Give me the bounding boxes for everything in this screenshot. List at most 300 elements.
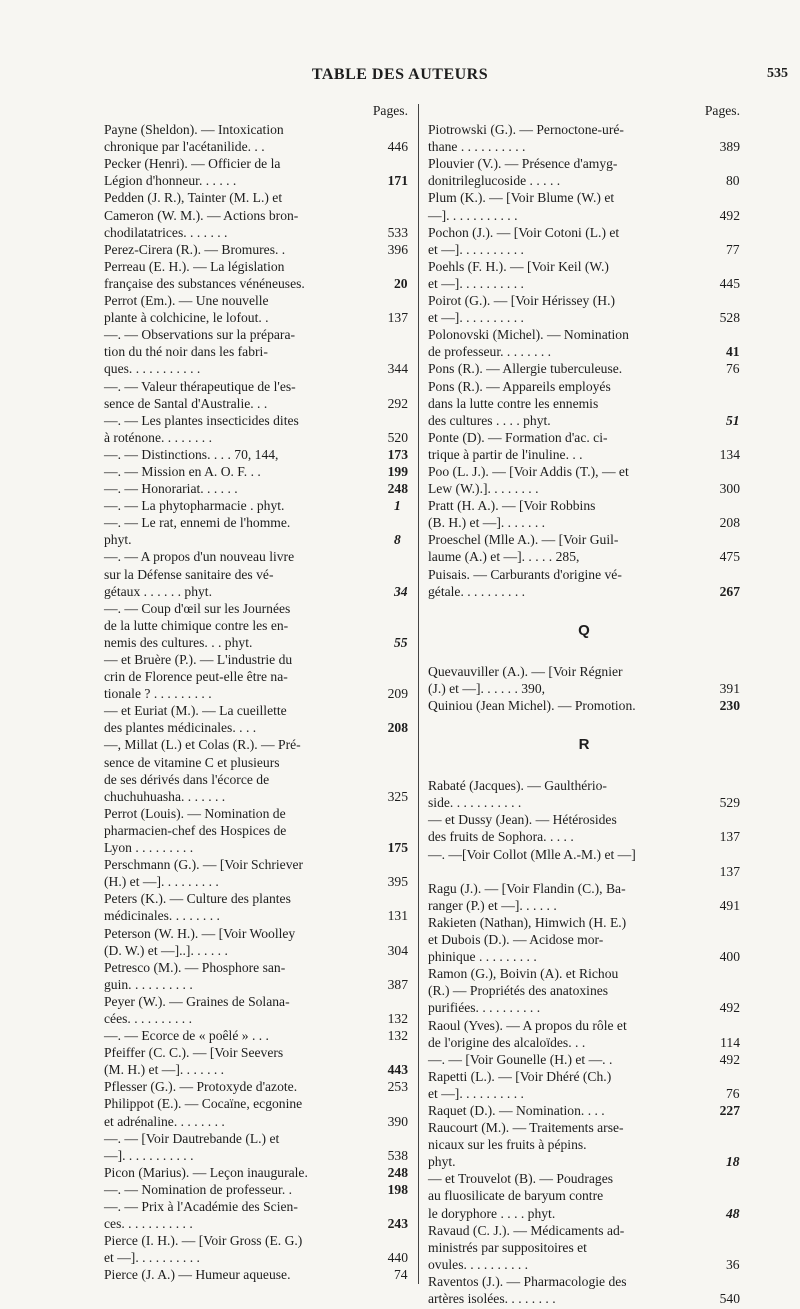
entry-page-number: 520 <box>387 429 408 445</box>
entry-page-number: 41 <box>726 344 740 360</box>
index-entry <box>428 1273 740 1307</box>
entry-text: des fruits de Sophora. . . . . <box>428 829 574 845</box>
entry-page-number: 171 <box>387 173 408 189</box>
index-entry <box>104 651 408 702</box>
entry-line: Puisais. — Carburants d'origine vé- <box>428 566 622 582</box>
entry-page-number: 131 <box>387 908 408 924</box>
entry-text: Raquet (D.). — Nomination. . . . <box>428 1102 605 1118</box>
entry-page-number: 243 <box>387 1216 408 1232</box>
entry-text: Quiniou (Jean Michel). — Promotion. <box>428 698 636 713</box>
entry-page-number: 395 <box>387 874 408 890</box>
entry-text: tionale ? . . . . . . . . . <box>104 686 212 702</box>
entry-page-number: 132 <box>387 1028 408 1044</box>
index-entry <box>104 548 408 599</box>
entry-line <box>104 480 408 497</box>
index-entry <box>428 531 740 565</box>
entry-page-number: 55 <box>394 634 408 650</box>
entry-line: Perrot (Em.). — Une nouvelle <box>104 293 269 309</box>
entry-line: Rapetti (L.). — [Voir Dhéré (Ch.) <box>428 1068 612 1084</box>
entry-text: chuchuhuasha. . . . . . . <box>104 788 226 804</box>
index-entry <box>428 360 740 377</box>
entry-line: crin de Florence peut-elle être na- <box>104 669 288 685</box>
entry-page-number: 396 <box>387 241 408 257</box>
entry-text: ranger (P.) et —]. . . . . . <box>428 897 557 913</box>
entry-page-number: 80 <box>726 173 740 189</box>
index-entry <box>104 890 408 924</box>
entry-page-number: 18 <box>726 1154 740 1170</box>
left-column <box>104 102 408 1283</box>
entry-line <box>428 275 740 292</box>
entry-line <box>104 224 408 241</box>
entry-page-number: 387 <box>387 976 408 992</box>
entry-line <box>428 309 740 326</box>
entry-line <box>104 1027 408 1044</box>
entry-text: donitrileglucoside . . . . . <box>428 173 561 189</box>
entry-line: nicaux sur les fruits à pépins. <box>428 1137 587 1153</box>
entry-text: de professeur. . . . . . . . <box>428 344 552 360</box>
entry-line <box>442 863 740 880</box>
entry-page-number: 391 <box>719 680 740 696</box>
index-entry <box>104 1266 408 1283</box>
entry-line <box>428 138 740 155</box>
entry-page-number: 77 <box>726 241 740 257</box>
entry-line <box>104 1266 408 1283</box>
entry-line: Ravaud (C. J.). — Médicaments ad- <box>428 1222 625 1238</box>
entry-page-number: 173 <box>387 446 408 462</box>
entry-text: et —]. . . . . . . . . . <box>428 275 524 291</box>
entry-page-number: 198 <box>387 1181 408 1197</box>
index-entry <box>104 1095 408 1129</box>
entry-line: Ragu (J.). — [Voir Flandin (C.), Ba- <box>428 880 626 896</box>
entry-line <box>104 1010 408 1027</box>
entry-page-number: 528 <box>719 310 740 326</box>
entry-line <box>428 1051 740 1068</box>
index-entry <box>428 697 740 714</box>
entry-line: — et Trouvelot (B). — Poudrages <box>428 1171 614 1187</box>
index-entry <box>104 241 408 258</box>
entry-line: Plum (K.). — [Voir Blume (W.) et <box>428 190 615 206</box>
entry-page-number: 492 <box>719 207 740 223</box>
index-entry <box>428 463 740 497</box>
entry-line <box>428 697 740 714</box>
index-entry <box>104 805 408 856</box>
entry-page-number: 492 <box>719 1051 740 1067</box>
entry-text: Lew (W.).]. . . . . . . . <box>428 481 539 497</box>
entry-text: (J.) et —]. . . . . . 390, <box>428 680 546 696</box>
entry-text: Picon (Marius). — Leçon inaugurale. <box>104 1164 308 1180</box>
entry-line <box>428 1034 740 1051</box>
entry-line: au fluosilicate de baryum contre <box>428 1188 604 1204</box>
right-column <box>428 102 740 1307</box>
index-entry <box>428 497 740 531</box>
entry-line <box>104 1078 408 1095</box>
entry-line <box>428 948 740 965</box>
entry-text: (H.) et —]. . . . . . . . . <box>104 874 219 890</box>
index-entry <box>428 1017 740 1051</box>
entry-text: des cultures . . . . phyt. <box>428 412 551 428</box>
entry-line: et Dubois (D.). — Acidose mor- <box>428 932 604 948</box>
entry-line <box>428 794 740 811</box>
entry-text: phyt. <box>428 1154 456 1170</box>
index-entry <box>428 429 740 463</box>
entry-page-number: 446 <box>387 139 408 155</box>
entry-line <box>104 788 408 805</box>
entry-line: pharmacien-chef des Hospices de <box>104 822 287 838</box>
entry-line: Pons (R.). — Appareils employés <box>428 378 611 394</box>
entry-page-number: 208 <box>387 720 408 736</box>
entry-line <box>428 1085 740 1102</box>
entry-text: —. — La phytopharmacie . phyt. <box>104 498 285 514</box>
entry-text: (B. H.) et —]. . . . . . . <box>428 515 546 531</box>
entry-line <box>104 1061 408 1078</box>
entry-page-number: 491 <box>719 897 740 913</box>
entry-line <box>104 1181 408 1198</box>
entry-text: sence de Santal d'Australie. . . <box>104 395 268 411</box>
entry-line: —. — Valeur thérapeutique de l'es- <box>104 378 296 394</box>
entry-line <box>104 395 408 412</box>
entry-text: —]. . . . . . . . . . . <box>104 1147 194 1163</box>
entry-page-number: 248 <box>387 1164 408 1180</box>
entry-line: —. — Prix à l'Académie des Scien- <box>104 1199 298 1214</box>
entry-text: guin. . . . . . . . . . <box>104 976 193 992</box>
entry-page-number: 209 <box>387 686 408 702</box>
index-entry <box>104 959 408 993</box>
index-entry <box>104 736 408 804</box>
entry-line <box>104 463 408 480</box>
entry-line <box>104 138 408 155</box>
entry-page-number: 492 <box>719 1000 740 1016</box>
entry-page-number: 533 <box>387 224 408 240</box>
entry-text: phyt. <box>104 532 132 548</box>
entry-text: plante à colchicine, le lofout. . <box>104 310 269 326</box>
entry-page-number: 137 <box>719 863 740 879</box>
index-entry <box>428 326 740 360</box>
entry-line: Plouvier (V.). — Présence d'amyg- <box>428 156 618 172</box>
entry-line: Perreau (E. H.). — La législation <box>104 258 285 274</box>
index-entry <box>428 155 740 189</box>
entry-page-number: 253 <box>387 1079 408 1095</box>
column-divider <box>418 104 419 1284</box>
entry-text: artères isolées. . . . . . . . <box>428 1291 556 1306</box>
index-entry <box>104 463 408 480</box>
entry-line <box>428 897 740 914</box>
entry-line <box>104 583 408 600</box>
right-entries <box>428 121 740 1307</box>
entry-page-number: 199 <box>387 463 408 479</box>
index-entry <box>104 1044 408 1078</box>
entry-page-number: 51 <box>726 412 740 428</box>
entry-line <box>428 241 740 258</box>
entry-page-number: 132 <box>387 1010 408 1026</box>
entry-page-number: 137 <box>719 829 740 845</box>
section-letter: R <box>578 736 590 754</box>
entry-page-number: 134 <box>719 446 740 462</box>
index-entry <box>104 446 408 463</box>
index-entry <box>428 566 740 600</box>
entry-text: à roténone. . . . . . . . <box>104 429 212 445</box>
index-entry <box>104 1232 408 1266</box>
entry-page-number: 443 <box>387 1062 408 1078</box>
entry-page-number: 292 <box>387 395 408 411</box>
entry-line: Peterson (W. H.). — [Voir Woolley <box>104 925 296 941</box>
entry-line <box>428 360 740 377</box>
entry-text: —. — Mission en A. O. F. . . <box>104 463 261 479</box>
entry-line: Ramon (G.), Boivin (A). et Richou <box>428 966 619 982</box>
index-entry <box>104 1027 408 1044</box>
index-entry <box>428 811 740 845</box>
entry-line <box>104 1164 408 1181</box>
pages-label: Pages. <box>372 103 408 118</box>
index-entry <box>428 189 740 223</box>
entry-line: —, Millat (L.) et Colas (R.). — Pré- <box>104 737 301 753</box>
entry-line <box>428 548 740 565</box>
entry-page-number: 230 <box>719 698 740 713</box>
entry-line: Cameron (W. M.). — Actions bron- <box>104 207 299 223</box>
entry-text: —. — Distinctions. . . . 70, 144, <box>104 446 279 462</box>
entry-text: Pierce (J. A.) — Humeur aqueuse. <box>104 1267 291 1283</box>
entry-line: — et Euriat (M.). — La cueillette <box>104 703 287 719</box>
entry-line <box>428 207 740 224</box>
entry-text: Pflesser (G.). — Protoxyde d'azote. <box>104 1079 298 1095</box>
entry-line <box>104 275 408 292</box>
entry-line: —. — Les plantes insecticides dites <box>104 412 299 428</box>
index-entry <box>104 121 408 155</box>
entry-text: side. . . . . . . . . . . <box>428 795 522 811</box>
entry-line: —. — Le rat, ennemi de l'homme. <box>104 515 291 531</box>
index-entry <box>428 1051 740 1068</box>
entry-line: sence de vitamine C et plusieurs <box>104 754 280 770</box>
entry-text: Perez-Cirera (R.). — Bromures. . <box>104 241 286 257</box>
entry-line: Polonovski (Michel). — Nomination <box>428 327 629 343</box>
entry-page-number: 48 <box>726 1205 740 1221</box>
index-entry <box>428 258 740 292</box>
entry-page-number: 540 <box>719 1291 740 1306</box>
entry-line: Quevauviller (A.). — [Voir Régnier <box>428 663 623 679</box>
entry-line <box>104 839 408 856</box>
entry-page-number: 20 <box>394 275 408 291</box>
entry-line: Peters (K.). — Culture des plantes <box>104 891 291 907</box>
index-entry <box>104 993 408 1027</box>
entry-line: Pecker (Henri). — Officier de la <box>104 156 281 172</box>
entry-page-number: 1 <box>394 498 401 514</box>
entry-line: Piotrowski (G.). — Pernoctone-uré- <box>428 122 624 138</box>
entry-text: et —]. . . . . . . . . . <box>104 1250 200 1266</box>
entry-text: thane . . . . . . . . . . <box>428 139 526 155</box>
entry-page-number: 8 <box>394 532 401 548</box>
entry-line <box>104 873 408 890</box>
entry-line: Raoul (Yves). — A propos du rôle et <box>428 1017 627 1033</box>
entry-text: —. — Honorariat. . . . . . <box>104 481 238 497</box>
entry-text: et —]. . . . . . . . . . <box>428 1085 524 1101</box>
entry-page-number: 76 <box>726 1085 740 1101</box>
entry-line <box>428 1205 740 1222</box>
entry-page-number: 304 <box>387 942 408 958</box>
entry-line <box>104 942 408 959</box>
index-entry <box>104 189 408 240</box>
index-entry <box>104 1181 408 1198</box>
index-entry <box>428 846 740 880</box>
entry-line <box>104 497 408 514</box>
entry-page-number: 76 <box>726 361 740 377</box>
entry-line <box>428 680 740 697</box>
running-title: TABLE DES AUTEURS <box>311 66 489 83</box>
entry-line: tion du thé noir dans les fabri- <box>104 344 268 360</box>
entry-line <box>104 907 408 924</box>
index-entry <box>428 224 740 258</box>
entry-line: Rakieten (Nathan), Himwich (H. E.) <box>428 914 627 930</box>
entry-page-number: 300 <box>719 481 740 497</box>
entry-text: chronique par l'acétanilide. . . <box>104 139 265 155</box>
entry-line <box>104 241 408 258</box>
entry-line <box>104 1147 408 1164</box>
entry-line: Payne (Sheldon). — Intoxication <box>104 122 284 138</box>
entry-line <box>104 719 408 736</box>
entry-line: de ses dérivés dans l'écorce de <box>104 771 270 787</box>
section-letter: Q <box>578 621 590 639</box>
entry-page-number: 248 <box>387 481 408 497</box>
entry-line: ministrés par suppositoires et <box>428 1239 587 1255</box>
entry-line: Proeschel (Mlle A.). — [Voir Guil- <box>428 532 619 548</box>
entry-page-number: 227 <box>719 1102 740 1118</box>
index-entry <box>428 1068 740 1102</box>
entry-page-number: 529 <box>719 795 740 811</box>
entry-page-number: 114 <box>720 1034 740 1050</box>
page-number: 535 <box>767 66 788 81</box>
index-entry <box>104 412 408 446</box>
index-entry <box>428 965 740 1016</box>
entry-line <box>428 1102 740 1119</box>
entry-line <box>104 531 408 548</box>
entry-line <box>428 583 740 600</box>
index-entry <box>104 1078 408 1095</box>
entry-line <box>428 343 740 360</box>
entry-text: le doryphore . . . . phyt. <box>428 1205 556 1221</box>
entry-line: (R.) — Propriétés des anatoxines <box>428 983 609 999</box>
entry-line: Rabaté (Jacques). — Gaulthério- <box>428 778 607 794</box>
entry-line: dans la lutte contre les ennemis <box>428 395 599 411</box>
index-entry <box>428 777 740 811</box>
entry-page-number: 175 <box>387 840 408 856</box>
entry-text: cées. . . . . . . . . . <box>104 1010 192 1026</box>
entry-text: —]. . . . . . . . . . . <box>428 207 518 223</box>
entry-line: Raventos (J.). — Pharmacologie des <box>428 1273 627 1289</box>
entry-line: Pfeiffer (C. C.). — [Voir Seevers <box>104 1045 284 1061</box>
entry-line <box>104 685 408 702</box>
index-entry <box>428 663 740 697</box>
index-entry <box>104 378 408 412</box>
entry-page-number: 74 <box>394 1267 408 1283</box>
index-entry <box>104 480 408 497</box>
index-entry <box>104 514 408 548</box>
entry-line: sur la Défense sanitaire des vé- <box>104 566 274 582</box>
entry-line <box>428 1290 740 1307</box>
entry-text: française des substances vénéneuses. <box>104 275 305 291</box>
entry-line: Philippot (E.). — Cocaïne, ecgonine <box>104 1096 303 1112</box>
entry-page-number: 208 <box>719 515 740 531</box>
index-entry <box>428 292 740 326</box>
index-entry <box>428 880 740 914</box>
entry-text: gétale. . . . . . . . . . <box>428 583 526 599</box>
entry-line <box>428 446 740 463</box>
entry-page-number: 445 <box>719 275 740 291</box>
entry-line <box>428 514 740 531</box>
entry-line <box>428 172 740 189</box>
entry-line <box>104 360 408 377</box>
entry-line: Poo (L. J.). — [Voir Addis (T.), — et <box>428 463 629 479</box>
entry-page-number: 389 <box>719 139 740 155</box>
entry-line <box>104 309 408 326</box>
index-entry <box>104 292 408 326</box>
index-entry <box>428 1170 740 1221</box>
entry-line: —. — Coup d'œil sur les Journées <box>104 600 291 616</box>
entry-line: —. — A propos d'un nouveau livre <box>104 549 295 565</box>
index-entry <box>104 1130 408 1164</box>
entry-line: Petresco (M.). — Phosphore san- <box>104 959 286 975</box>
entry-page-number: 137 <box>387 310 408 326</box>
entry-line <box>104 1249 408 1266</box>
index-entry <box>428 121 740 155</box>
entry-line: Pedden (J. R.), Tainter (M. L.) et <box>104 190 283 206</box>
entry-text: ques. . . . . . . . . . . <box>104 361 201 377</box>
entry-line: Perrot (Louis). — Nomination de <box>104 805 286 821</box>
index-entry <box>104 1198 408 1232</box>
index-entry <box>428 1119 740 1170</box>
index-entry <box>104 1164 408 1181</box>
entry-line <box>104 172 408 189</box>
index-entry <box>104 326 408 377</box>
entry-page-number: 475 <box>719 549 740 565</box>
entry-line: —. —[Voir Collot (Mlle A.-M.) et —] <box>428 846 636 862</box>
entry-line: —. — [Voir Dautrebande (L.) et <box>104 1130 280 1146</box>
index-entry <box>428 914 740 965</box>
entry-page-number: 325 <box>387 788 408 804</box>
page-header <box>0 66 800 90</box>
entry-line <box>104 634 408 651</box>
index-entry <box>428 1222 740 1273</box>
entry-line <box>104 446 408 463</box>
entry-text: Légion d'honneur. . . . . . <box>104 173 237 189</box>
entry-line: Peyer (W.). — Graines de Solana- <box>104 993 290 1009</box>
entry-page-number: 267 <box>719 583 740 599</box>
entry-text: (M. H.) et —]. . . . . . . <box>104 1062 225 1078</box>
entry-line: Perschmann (G.). — [Voir Schriever <box>104 857 304 873</box>
entry-text: et —]. . . . . . . . . . <box>428 241 524 257</box>
entry-text: trique à partir de l'inuline. . . <box>428 446 583 462</box>
entry-text: médicinales. . . . . . . . <box>104 908 220 924</box>
entry-line <box>428 828 740 845</box>
index-entry <box>428 1102 740 1119</box>
entry-line <box>104 1113 408 1130</box>
entry-line <box>104 1215 408 1232</box>
index-entry <box>104 497 408 514</box>
entry-line: Ponte (D). — Formation d'ac. ci- <box>428 429 608 445</box>
index-entry <box>104 600 408 651</box>
entry-text: Lyon . . . . . . . . . <box>104 840 194 856</box>
entry-text: et —]. . . . . . . . . . <box>428 310 524 326</box>
entry-line: Pierce (I. H.). — [Voir Gross (E. G.) <box>104 1233 303 1249</box>
pages-label: Pages. <box>704 103 740 118</box>
entry-line <box>104 429 408 446</box>
entry-text: purifiées. . . . . . . . . . <box>428 1000 541 1016</box>
entry-line: Poirot (G.). — [Voir Hérissey (H.) <box>428 293 616 309</box>
entry-page-number: 36 <box>726 1256 740 1272</box>
entry-text: Pons (R.). — Allergie tuberculeuse. <box>428 361 623 377</box>
entry-text: nemis des cultures. . . phyt. <box>104 634 253 650</box>
entry-line: Poehls (F. H.). — [Voir Keil (W.) <box>428 258 609 274</box>
entry-text: ovules. . . . . . . . . . <box>428 1256 529 1272</box>
entry-page-number: 440 <box>387 1250 408 1266</box>
entry-line: — et Dussy (Jean). — Hétérosides <box>428 812 617 828</box>
